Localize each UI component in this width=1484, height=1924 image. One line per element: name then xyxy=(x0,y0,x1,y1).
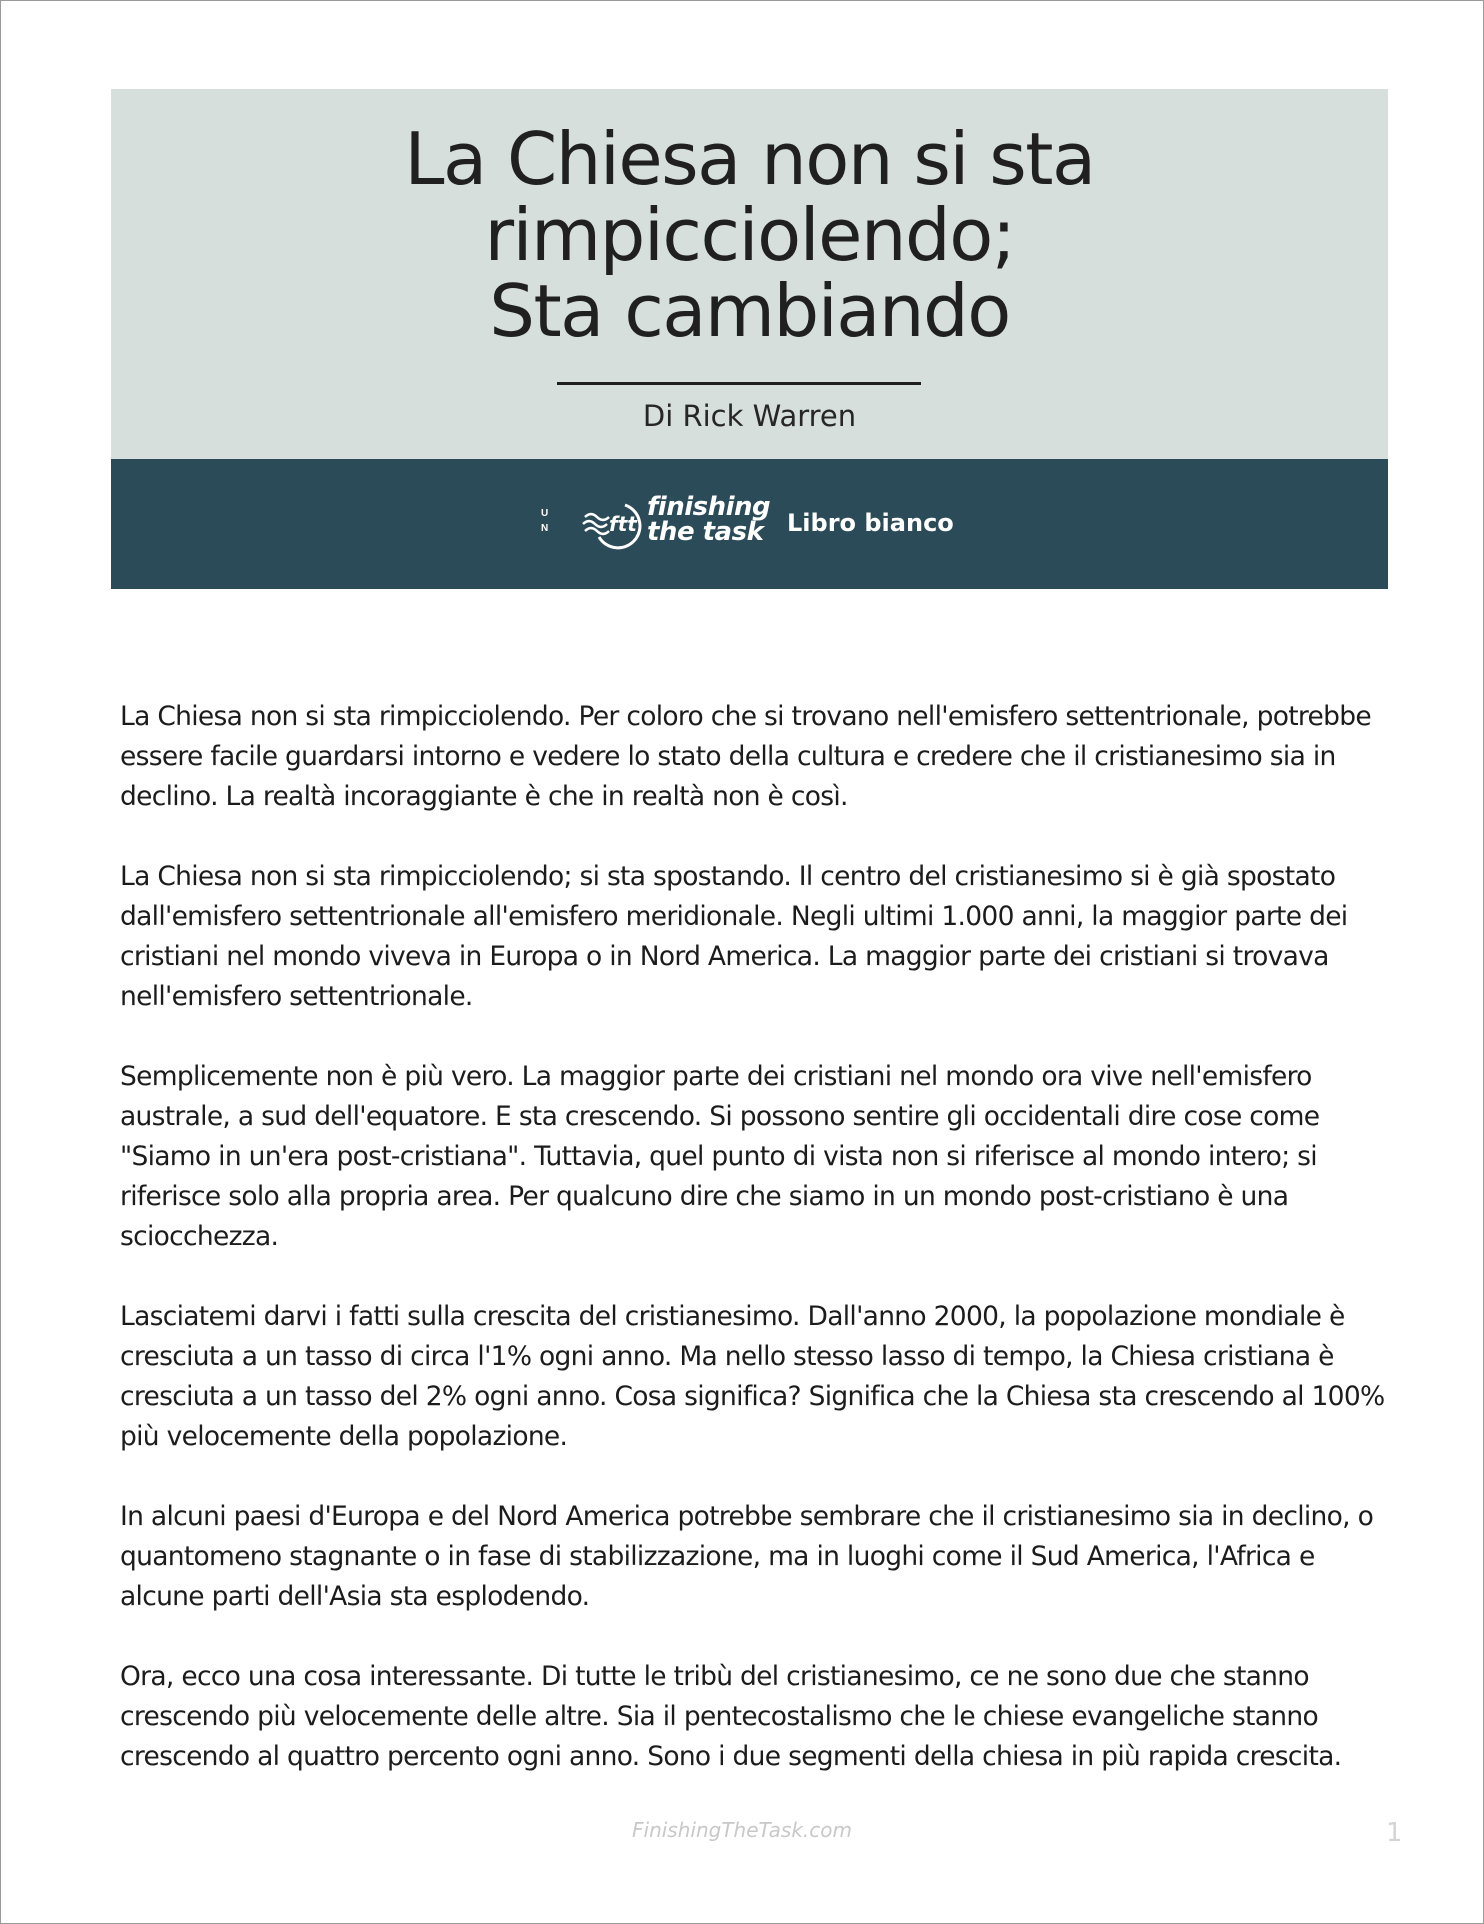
body-paragraph-3: Semplicemente non è più vero. La maggior parte dei cristiani nel mondo ora vive nell'emisfero australe, a sud dell'equatore. E sta crescendo. Si possono sentire gli occidentali dire cose come "Siamo in un'era post-cristiana". Tuttavia, quel punto di vista non si riferisce al mondo intero; si riferisce solo alla propria area. Per qualcuno dire che siamo in un mondo post-cristiano è una sciocchezza. xyxy=(120,1061,1320,1252)
article-body xyxy=(120,697,1385,1817)
title-header xyxy=(111,89,1388,459)
wordmark-line-2: the task xyxy=(647,517,764,547)
body-paragraph-1: La Chiesa non si sta rimpicciolendo. Per coloro che si trovano nell'emisfero settentrionale, potrebbe essere facile guardarsi intorno e vedere lo stato della cultura e credere che il cristianesimo sia in declino. La realtà incoraggiante è che in realtà non è così. xyxy=(120,701,1371,812)
footer-website: FinishingTheTask.com xyxy=(632,1818,852,1842)
body-paragraph-2: La Chiesa non si sta rimpicciolendo; si sta spostando. Il centro del cristianesimo si è già spostato dall'emisfero settentrionale all'emisfero meridionale. Negli ultimi 1.000 anni, la maggior parte dei cristiani nel mondo viveva in Europa o in Nord America. La maggior parte dei cristiani si trovava nell'emisfero settentrionale. xyxy=(120,861,1348,1012)
un-mark-letter-n: N xyxy=(541,523,549,534)
brand-banner xyxy=(111,459,1388,589)
logo-monogram: ftt xyxy=(609,512,637,536)
un-mark-letter-u: U xyxy=(541,508,549,519)
body-paragraph-5: In alcuni paesi d'Europa e del Nord America potrebbe sembrare che il cristianesimo sia in declino, o quantomeno stagnante o in fase di stabilizzazione, ma in luoghi come il Sud America, l'Africa e alcune parti dell'Asia sta esplodendo. xyxy=(120,1501,1374,1612)
title-line-1: La Chiesa non si sta xyxy=(404,117,1095,201)
author-byline: Di Rick Warren xyxy=(642,399,857,433)
title-line-3: Sta cambiando xyxy=(489,269,1010,353)
body-paragraph-6: Ora, ecco una cosa interessante. Di tutte le tribù del cristianesimo, ce ne sono due che stanno crescendo più velocemente delle altre. Sia il pentecostalismo che le chiese evangeliche stanno crescendo al quattro percento ogni anno. Sono i due segmenti della chiesa in più rapida crescita. xyxy=(120,1661,1342,1772)
document-type-label: Libro bianco xyxy=(787,509,954,537)
body-paragraph-4: Lasciatemi darvi i fatti sulla crescita del cristianesimo. Dall'anno 2000, la popolazione mondiale è cresciuta a un tasso di circa l'1% ogni anno. Ma nello stesso lasso di tempo, la Chiesa cristiana è cresciuta a un tasso del 2% ogni anno. Cosa significa? Significa che la Chiesa sta crescendo al 100% più velocemente della popolazione. xyxy=(120,1301,1385,1452)
un-mark xyxy=(541,506,548,536)
page-title xyxy=(111,117,1388,353)
page-number: 1 xyxy=(1386,1818,1403,1848)
title-divider xyxy=(557,382,921,385)
wordmark-line-1: finishing xyxy=(647,492,771,522)
title-line-2: rimpicciolendo; xyxy=(484,193,1015,277)
brand-wordmark xyxy=(647,492,771,547)
